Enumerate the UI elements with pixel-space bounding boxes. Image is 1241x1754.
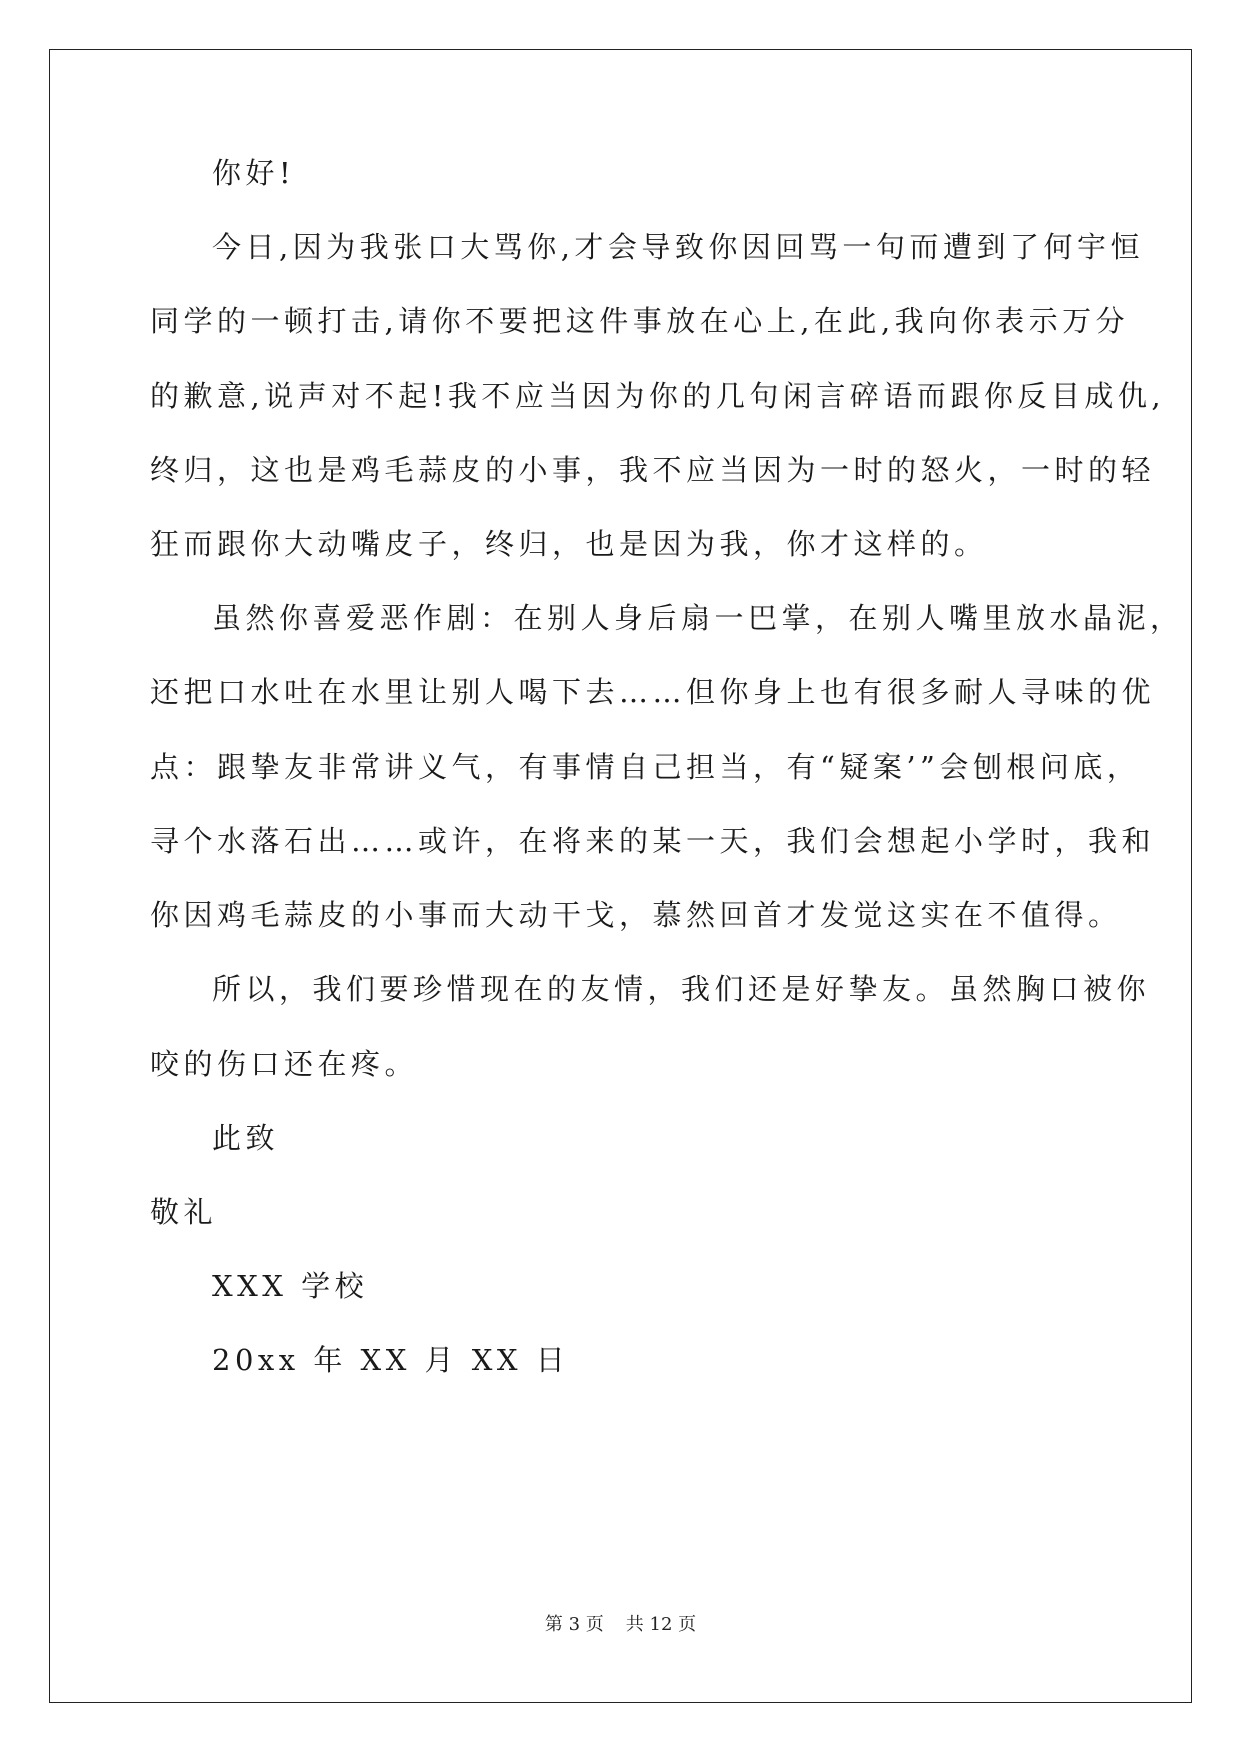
- signature: XXX 学校: [212, 1269, 369, 1303]
- date: 20xx 年 XX 月 XX 日: [212, 1343, 570, 1377]
- body-line-12: 咬的伤口还在疼。: [150, 1047, 419, 1081]
- closing-respect: 敬礼: [150, 1195, 218, 1229]
- page-footer: [0, 1613, 1241, 1637]
- body-line-2: 同学的一顿打击,请你不要把这件事放在心上,在此,我向你表示万分: [150, 304, 1130, 338]
- body-line-1: 今日,因为我张口大骂你,才会导致你因回骂一句而遭到了何宇恒: [212, 230, 1144, 264]
- body-line-4: 终归，这也是鸡毛蒜皮的小事，我不应当因为一时的怒火，一时的轻: [150, 453, 1156, 487]
- page-total: 共 12 页: [625, 1614, 697, 1635]
- body-line-9: 寻个水落石出……或许，在将来的某一天，我们会想起小学时，我和: [150, 824, 1156, 858]
- body-line-6: 虽然你喜爱恶作剧：在别人身后扇一巴掌，在别人嘴里放水晶泥，: [212, 601, 1184, 635]
- body-line-7: 还把口水吐在水里让别人喝下去……但你身上也有很多耐人寻味的优: [150, 675, 1156, 709]
- body-line-10: 你因鸡毛蒜皮的小事而大动干戈，慕然回首才发觉这实在不值得。: [150, 898, 1122, 932]
- body-line-11: 所以，我们要珍惜现在的友情，我们还是好挚友。虽然胸口被你: [212, 972, 1151, 1006]
- body-line-5: 狂而跟你大动嘴皮子，终归，也是因为我，你才这样的。: [150, 527, 988, 561]
- body-line-3: 的歉意,说声对不起!我不应当因为你的几句闲言碎语而跟你反目成仇,: [150, 379, 1166, 413]
- page-border: [49, 49, 1192, 1703]
- page-number: 第 3 页: [544, 1614, 604, 1635]
- body-line-8: 点：跟挚友非常讲义气，有事情自己担当，有“疑案’”会刨根问底，: [150, 750, 1141, 784]
- closing-salutation: 此致: [212, 1121, 280, 1155]
- greeting: 你好!: [212, 156, 296, 190]
